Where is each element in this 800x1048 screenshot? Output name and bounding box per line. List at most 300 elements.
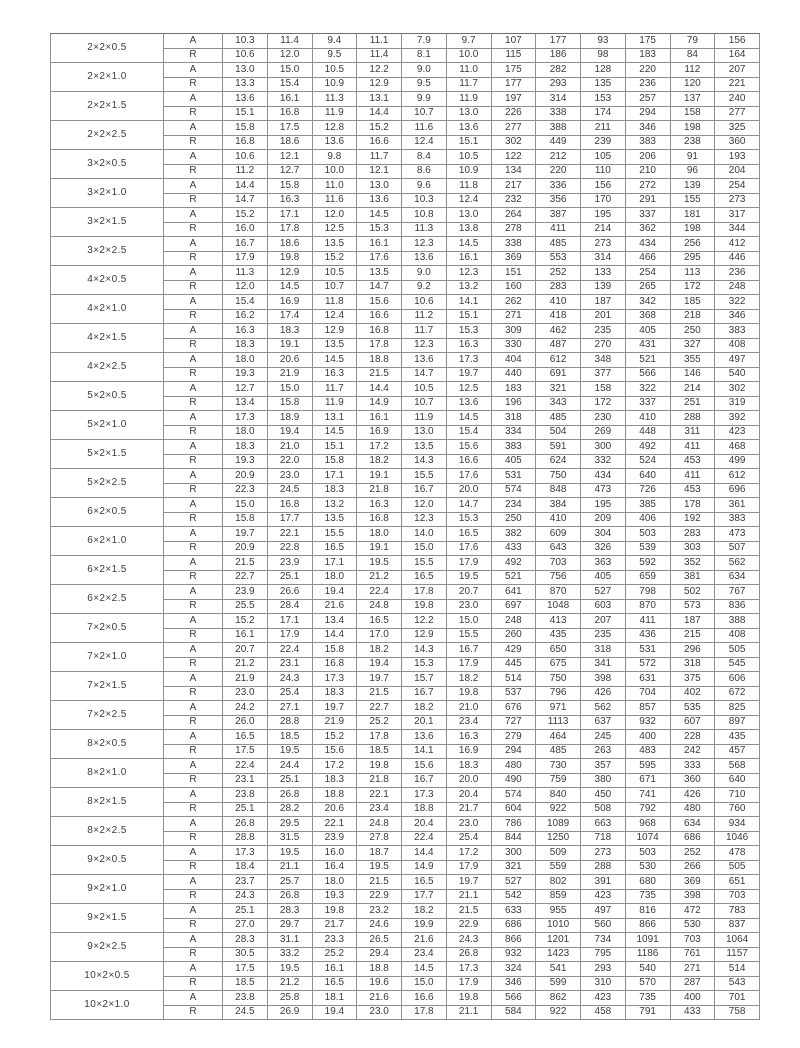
value-cell: 11.4 [357,48,402,63]
value-cell: 10.3 [223,34,268,49]
value-cell: 391 [581,875,626,890]
table-row [51,730,760,745]
value-cell: 19.4 [312,585,357,600]
value-cell: 300 [491,846,536,861]
value-cell: 464 [536,730,581,745]
table-row [51,585,760,600]
value-cell: 514 [715,962,760,977]
value-cell: 25.7 [267,875,312,890]
value-cell: 134 [491,164,536,179]
value-cell: 79 [670,34,715,49]
value-cell: 13.5 [357,266,402,281]
value-cell: 214 [581,222,626,237]
value-cell: 24.3 [267,672,312,687]
value-cell: 15.6 [312,744,357,759]
value-cell: 239 [581,135,626,150]
value-cell: 21.5 [223,556,268,571]
value-cell: 11.2 [402,309,447,324]
value-cell: 435 [715,730,760,745]
value-cell: 133 [581,266,626,281]
dimension-label: 5×2×0.5 [51,382,164,411]
value-cell: 411 [625,614,670,629]
value-cell: 574 [491,483,536,498]
value-cell: 18.0 [357,527,402,542]
value-cell: 446 [715,251,760,266]
value-cell: 13.0 [446,208,491,223]
value-cell: 348 [581,353,626,368]
value-cell: 226 [491,106,536,121]
value-cell: 10.5 [312,63,357,78]
value-cell: 17.5 [223,962,268,977]
value-cell: 327 [670,338,715,353]
value-cell: 398 [581,672,626,687]
value-cell: 15.2 [223,208,268,223]
value-cell: 21.1 [446,889,491,904]
value-cell: 836 [715,599,760,614]
value-cell: 91 [670,150,715,165]
row-key-cell: R [164,889,223,904]
value-cell: 317 [715,208,760,223]
dimension-label: 2×2×0.5 [51,34,164,63]
value-cell: 16.8 [357,512,402,527]
value-cell: 12.5 [312,222,357,237]
value-cell: 15.5 [402,556,447,571]
value-cell: 570 [625,976,670,991]
value-cell: 21.6 [402,933,447,948]
value-cell: 295 [670,251,715,266]
value-cell: 25.1 [223,802,268,817]
value-cell: 296 [670,643,715,658]
value-cell: 13.0 [357,179,402,194]
value-cell: 20.7 [223,643,268,658]
value-cell: 15.2 [357,121,402,136]
dimension-label: 7×2×1.0 [51,643,164,672]
value-cell: 862 [536,991,581,1006]
dimension-label: 3×2×0.5 [51,150,164,179]
value-cell: 16.9 [357,425,402,440]
value-cell: 23.0 [267,469,312,484]
value-cell: 17.1 [312,556,357,571]
row-key-cell: R [164,918,223,933]
value-cell: 19.1 [357,469,402,484]
value-cell: 18.0 [223,425,268,440]
value-cell: 24.3 [223,889,268,904]
value-cell: 15.1 [446,309,491,324]
value-cell: 207 [581,614,626,629]
value-cell: 19.3 [223,454,268,469]
table-row [51,469,760,484]
value-cell: 160 [491,280,536,295]
value-cell: 314 [581,251,626,266]
value-cell: 294 [491,744,536,759]
value-cell: 139 [581,280,626,295]
value-cell: 326 [581,541,626,556]
row-key-cell: R [164,860,223,875]
value-cell: 16.8 [357,324,402,339]
row-key-cell: A [164,730,223,745]
value-cell: 368 [625,309,670,324]
value-cell: 13.5 [402,440,447,455]
value-cell: 178 [670,498,715,513]
value-cell: 12.9 [267,266,312,281]
table-row [51,411,760,426]
dimension-label: 7×2×0.5 [51,614,164,643]
value-cell: 473 [581,483,626,498]
value-cell: 193 [715,150,760,165]
value-cell: 22.7 [357,701,402,716]
value-cell: 9.9 [402,92,447,107]
value-cell: 15.2 [223,614,268,629]
value-cell: 14.7 [446,498,491,513]
value-cell: 12.9 [312,324,357,339]
value-cell: 17.3 [402,788,447,803]
value-cell: 612 [715,469,760,484]
value-cell: 338 [536,106,581,121]
value-cell: 19.4 [267,425,312,440]
value-cell: 761 [670,947,715,962]
value-cell: 196 [491,396,536,411]
value-cell: 735 [625,991,670,1006]
value-cell: 13.5 [312,512,357,527]
value-cell: 541 [536,962,581,977]
value-cell: 435 [536,628,581,643]
value-cell: 16.1 [357,411,402,426]
value-cell: 172 [670,280,715,295]
value-cell: 232 [491,193,536,208]
value-cell: 14.7 [402,367,447,382]
value-cell: 9.2 [402,280,447,295]
value-cell: 107 [491,34,536,49]
value-cell: 423 [581,991,626,1006]
value-cell: 16.9 [267,295,312,310]
value-cell: 23.2 [357,904,402,919]
value-cell: 633 [491,904,536,919]
value-cell: 346 [715,309,760,324]
value-cell: 13.6 [402,730,447,745]
table-row [51,991,760,1006]
value-cell: 334 [491,425,536,440]
value-cell: 15.4 [446,425,491,440]
value-cell: 212 [536,150,581,165]
value-cell: 110 [581,164,626,179]
value-cell: 17.6 [446,469,491,484]
value-cell: 361 [715,498,760,513]
value-cell: 16.8 [267,106,312,121]
row-key-cell: A [164,991,223,1006]
value-cell: 1048 [536,599,581,614]
value-cell: 84 [670,48,715,63]
value-cell: 23.9 [312,831,357,846]
value-cell: 19.3 [223,367,268,382]
value-cell: 195 [581,498,626,513]
value-cell: 18.0 [312,570,357,585]
value-cell: 12.8 [312,121,357,136]
value-cell: 859 [536,889,581,904]
row-key-cell: R [164,947,223,962]
row-key-cell: R [164,1005,223,1020]
value-cell: 20.0 [446,773,491,788]
value-cell: 341 [581,657,626,672]
value-cell: 19.5 [446,570,491,585]
row-key-cell: A [164,643,223,658]
value-cell: 10.3 [402,193,447,208]
value-cell: 457 [715,744,760,759]
value-cell: 19.4 [357,657,402,672]
value-cell: 12.9 [402,628,447,643]
value-cell: 177 [491,77,536,92]
value-cell: 595 [625,759,670,774]
value-cell: 12.2 [357,63,402,78]
value-cell: 380 [581,773,626,788]
value-cell: 14.5 [446,411,491,426]
value-cell: 1091 [625,933,670,948]
value-cell: 672 [715,686,760,701]
value-cell: 760 [715,802,760,817]
value-cell: 16.8 [312,657,357,672]
value-cell: 566 [491,991,536,1006]
dimension-label: 6×2×0.5 [51,498,164,527]
value-cell: 527 [581,585,626,600]
value-cell: 21.5 [357,367,402,382]
table-row [51,701,760,716]
value-cell: 750 [536,469,581,484]
value-cell: 170 [581,193,626,208]
dimension-label: 6×2×1.0 [51,527,164,556]
value-cell: 10.7 [402,106,447,121]
row-key-cell: R [164,425,223,440]
value-cell: 20.7 [446,585,491,600]
value-cell: 10.5 [312,266,357,281]
value-cell: 17.2 [357,440,402,455]
row-key-cell: A [164,324,223,339]
value-cell: 198 [670,121,715,136]
value-cell: 23.0 [357,1005,402,1020]
value-cell: 10.7 [312,280,357,295]
value-cell: 531 [491,469,536,484]
value-cell: 18.1 [312,991,357,1006]
value-cell: 503 [625,527,670,542]
row-key-cell: A [164,92,223,107]
value-cell: 209 [581,512,626,527]
table-row [51,962,760,977]
value-cell: 217 [491,179,536,194]
value-cell: 15.0 [223,498,268,513]
value-cell: 16.5 [402,875,447,890]
value-cell: 599 [536,976,581,991]
value-cell: 21.5 [357,875,402,890]
value-cell: 17.8 [402,585,447,600]
value-cell: 248 [491,614,536,629]
value-cell: 680 [625,875,670,890]
value-cell: 676 [491,701,536,716]
value-cell: 26.0 [223,715,268,730]
value-cell: 14.4 [312,628,357,643]
value-cell: 204 [715,164,760,179]
value-cell: 12.7 [223,382,268,397]
dimension-label: 2×2×1.5 [51,92,164,121]
value-cell: 14.5 [446,237,491,252]
dimension-label: 3×2×1.0 [51,179,164,208]
value-cell: 383 [715,324,760,339]
value-cell: 207 [715,63,760,78]
value-cell: 691 [536,367,581,382]
value-cell: 704 [625,686,670,701]
dimension-label: 8×2×1.5 [51,788,164,817]
value-cell: 337 [625,208,670,223]
value-cell: 146 [670,367,715,382]
value-cell: 19.5 [267,962,312,977]
value-cell: 20.9 [223,541,268,556]
value-cell: 408 [715,628,760,643]
value-cell: 13.4 [312,614,357,629]
value-cell: 26.8 [267,889,312,904]
value-cell: 866 [625,918,670,933]
value-cell: 22.4 [357,585,402,600]
value-cell: 234 [491,498,536,513]
data-table [50,33,760,1020]
value-cell: 502 [670,585,715,600]
value-cell: 337 [625,396,670,411]
value-cell: 18.8 [357,962,402,977]
value-cell: 18.5 [357,744,402,759]
value-cell: 19.8 [267,251,312,266]
value-cell: 135 [581,77,626,92]
value-cell: 16.7 [402,483,447,498]
value-cell: 211 [581,121,626,136]
value-cell: 870 [625,599,670,614]
value-cell: 17.9 [446,976,491,991]
value-cell: 357 [581,759,626,774]
value-cell: 530 [625,860,670,875]
value-cell: 21.5 [357,686,402,701]
value-cell: 15.7 [402,672,447,687]
value-cell: 10.5 [446,150,491,165]
value-cell: 968 [625,817,670,832]
value-cell: 201 [581,309,626,324]
value-cell: 584 [491,1005,536,1020]
value-cell: 342 [625,295,670,310]
value-cell: 472 [670,904,715,919]
value-cell: 310 [581,976,626,991]
value-cell: 848 [536,483,581,498]
value-cell: 696 [715,483,760,498]
value-cell: 560 [581,918,626,933]
value-cell: 487 [536,338,581,353]
value-cell: 15.6 [357,295,402,310]
value-cell: 18.5 [267,730,312,745]
table-row [51,179,760,194]
value-cell: 158 [670,106,715,121]
value-cell: 16.7 [402,686,447,701]
value-cell: 392 [715,411,760,426]
value-cell: 637 [581,715,626,730]
value-cell: 230 [581,411,626,426]
value-cell: 922 [536,802,581,817]
value-cell: 15.1 [312,440,357,455]
value-cell: 16.3 [357,498,402,513]
value-cell: 468 [715,440,760,455]
value-cell: 21.6 [312,599,357,614]
table-row [51,556,760,571]
value-cell: 271 [491,309,536,324]
value-cell: 609 [536,527,581,542]
value-cell: 17.9 [267,628,312,643]
table-row [51,643,760,658]
value-cell: 187 [670,614,715,629]
value-cell: 21.6 [357,991,402,1006]
value-cell: 13.3 [223,77,268,92]
value-cell: 113 [670,266,715,281]
value-cell: 319 [715,396,760,411]
value-cell: 458 [581,1005,626,1020]
value-cell: 406 [625,512,670,527]
row-key-cell: R [164,773,223,788]
value-cell: 15.5 [446,628,491,643]
value-cell: 388 [536,121,581,136]
value-cell: 12.4 [446,193,491,208]
value-cell: 411 [670,440,715,455]
value-cell: 346 [491,976,536,991]
value-cell: 16.2 [223,309,268,324]
row-key-cell: A [164,353,223,368]
value-cell: 16.5 [223,730,268,745]
dimension-label: 3×2×2.5 [51,237,164,266]
value-cell: 16.1 [267,92,312,107]
value-cell: 17.4 [267,309,312,324]
value-cell: 311 [670,425,715,440]
table-row [51,295,760,310]
value-cell: 480 [670,802,715,817]
value-cell: 300 [581,440,626,455]
value-cell: 18.4 [223,860,268,875]
value-cell: 18.3 [312,773,357,788]
value-cell: 13.1 [312,411,357,426]
value-cell: 17.8 [357,730,402,745]
value-cell: 18.0 [312,875,357,890]
value-cell: 14.3 [402,454,447,469]
value-cell: 272 [625,179,670,194]
row-key-cell: R [164,193,223,208]
value-cell: 120 [670,77,715,92]
value-cell: 640 [715,773,760,788]
table-row [51,237,760,252]
value-cell: 509 [536,846,581,861]
value-cell: 837 [715,918,760,933]
value-cell: 857 [625,701,670,716]
value-cell: 15.3 [446,324,491,339]
value-cell: 730 [536,759,581,774]
value-cell: 9.6 [402,179,447,194]
value-cell: 352 [670,556,715,571]
value-cell: 22.1 [267,527,312,542]
table-row [51,208,760,223]
value-cell: 18.2 [402,701,447,716]
value-cell: 741 [625,788,670,803]
value-cell: 271 [670,962,715,977]
value-cell: 22.1 [357,788,402,803]
value-cell: 634 [715,570,760,585]
dimension-label: 8×2×1.0 [51,759,164,788]
table-row [51,672,760,687]
value-cell: 17.8 [402,1005,447,1020]
value-cell: 19.5 [357,556,402,571]
value-cell: 264 [491,208,536,223]
value-cell: 321 [536,382,581,397]
value-cell: 15.1 [446,135,491,150]
value-cell: 17.2 [312,759,357,774]
value-cell: 1186 [625,947,670,962]
value-cell: 1010 [536,918,581,933]
